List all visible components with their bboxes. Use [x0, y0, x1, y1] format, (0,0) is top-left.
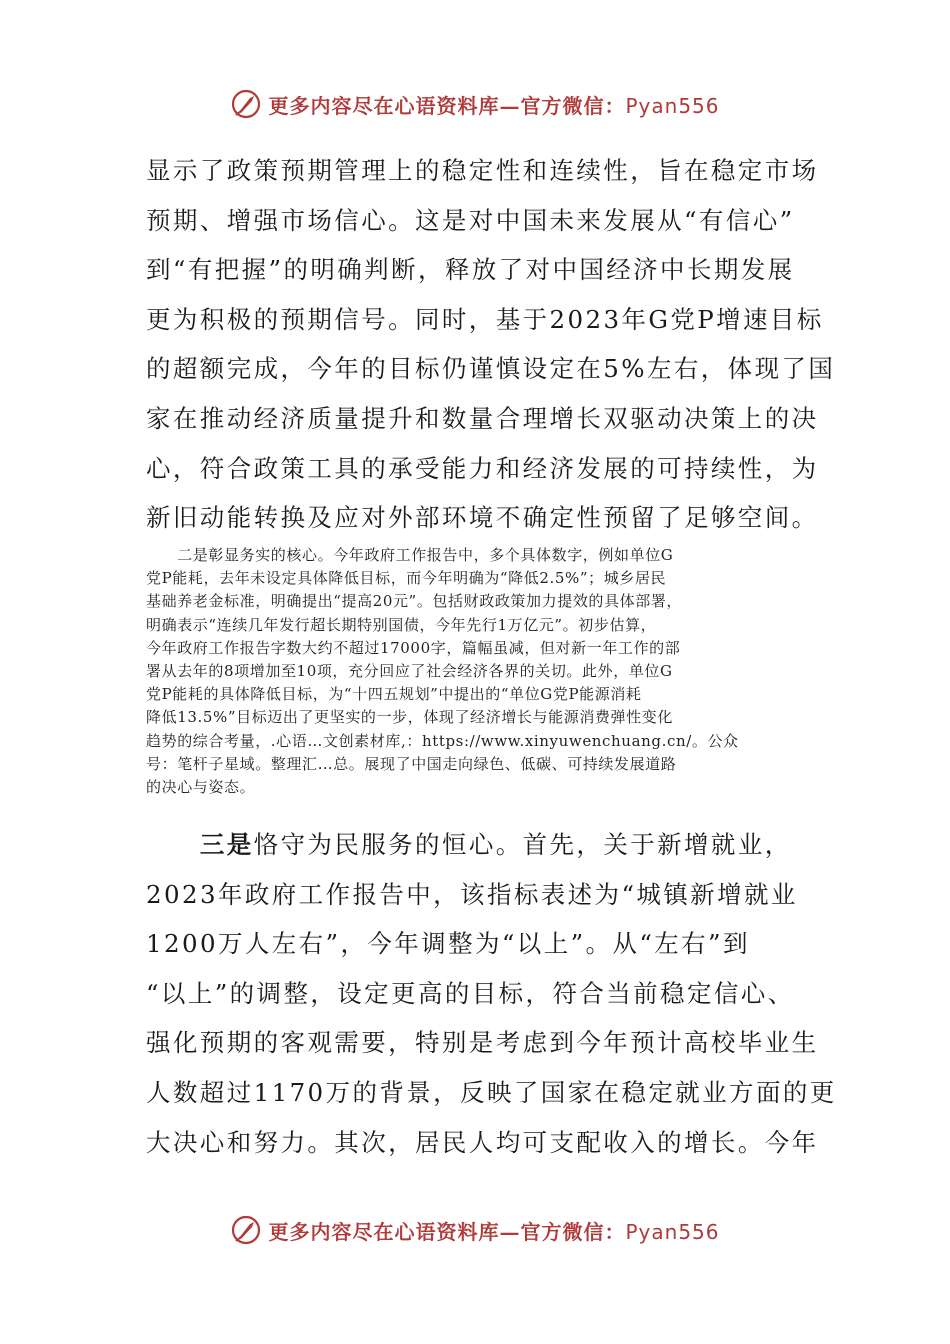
text-line: 的超额完成，今年的目标仍谨慎设定在5%左右，体现了国 [146, 354, 836, 384]
lead-phrase: 三是 [199, 830, 254, 859]
text-line: 强化预期的客观需要，特别是考虑到今年预计高校毕业生 [146, 1028, 819, 1058]
text-line: 家在推动经济质量提升和数量合理增长双驱动决策上的决 [146, 403, 819, 433]
text-line: 更为积极的预期信号。同时，基于2023年G党P增速目标 [146, 304, 824, 334]
text-line: 1200万人左右”，今年调整为“以上”。从“左右”到 [146, 929, 750, 959]
text-line: 显示了政策预期管理上的稳定性和连续性，旨在稳定市场 [146, 156, 819, 185]
text-run: 恪守为民服务的恒心。首先，关于新增就业， [253, 830, 792, 859]
text-line: 人数超过1170万的背景，反映了国家在稳定就业方面的更 [146, 1077, 837, 1107]
text-line: 党P能耗，去年未设定具体降低目标，而今年明确为“降低2.5%”；城乡居民 [146, 569, 667, 588]
header-wechat-id: Pyan556 [625, 93, 720, 118]
header-banner-text: 更多内容尽在心语资料库—官方微信：Pyan556 [268, 93, 720, 118]
quill-logo-icon [230, 88, 262, 120]
text-line: 预期、增强市场信心。这是对中国未来发展从“有信心” [146, 205, 795, 235]
footer-banner [0, 1210, 950, 1250]
paragraph-policy-stability [146, 146, 836, 543]
quill-logo-icon [230, 1214, 262, 1246]
text-line: 署从去年的8项增加至10项，充分回应了社会经济各界的关切。此外，单位G [146, 662, 673, 681]
text-line: 2023年政府工作报告中，该指标表述为“城镇新增就业 [146, 879, 798, 909]
text-line: 降低13.5%”目标迈出了更坚实的一步，体现了经济增长与能源消费弹性变化 [146, 708, 673, 727]
paragraph-people-service [146, 820, 837, 1167]
text-line: 明确表示“连续几年发行超长期特别国债，今年先行1万亿元”。初步估算， [146, 615, 657, 634]
text-line: “以上”的调整，设定更高的目标，符合当前稳定信心、 [146, 978, 795, 1008]
text-line: 新旧动能转换及应对外部环境不确定性预留了足够空间。 [146, 503, 819, 533]
text-line [146, 820, 806, 870]
text-line: 党P能耗的具体降低目标，为“十四五规划”中提出的“单位G党P能源消耗 [146, 685, 642, 704]
text-line: 的决心与姿态。 [146, 778, 256, 797]
paragraph-pragmatic-core [146, 544, 806, 799]
header-banner [0, 84, 950, 124]
text-line: 基础养老金标准，明确提出“提高20元”。包括财政政策加力提效的具体部署， [146, 592, 683, 611]
text-line: 到“有把握”的明确判断，释放了对中国经济中长期发展 [146, 255, 795, 285]
text-line: 大决心和努力。其次，居民人均可支配收入的增长。今年 [146, 1127, 819, 1157]
text-line: 二是彰显务实的核心。今年政府工作报告中，多个具体数字，例如单位G [146, 546, 674, 564]
text-line: 今年政府工作报告字数大约不超过17000字，篇幅虽减，但对新一年工作的部 [146, 638, 681, 657]
footer-banner-text: 更多内容尽在心语资料库—官方微信：Pyan556 [268, 1219, 720, 1244]
text-line: 心，符合政策工具的承受能力和经济发展的可持续性，为 [146, 453, 819, 483]
text-line: 趋势的综合考量，.心语…文创素材库,：https://www.xinyuwenchuang.cn/。公众 [146, 731, 739, 750]
text-line: 号：笔杆子星域。整理汇…总。展现了中国走向绿色、低碳、可持续发展道路 [146, 754, 677, 773]
footer-wechat-id: Pyan556 [625, 1219, 720, 1244]
